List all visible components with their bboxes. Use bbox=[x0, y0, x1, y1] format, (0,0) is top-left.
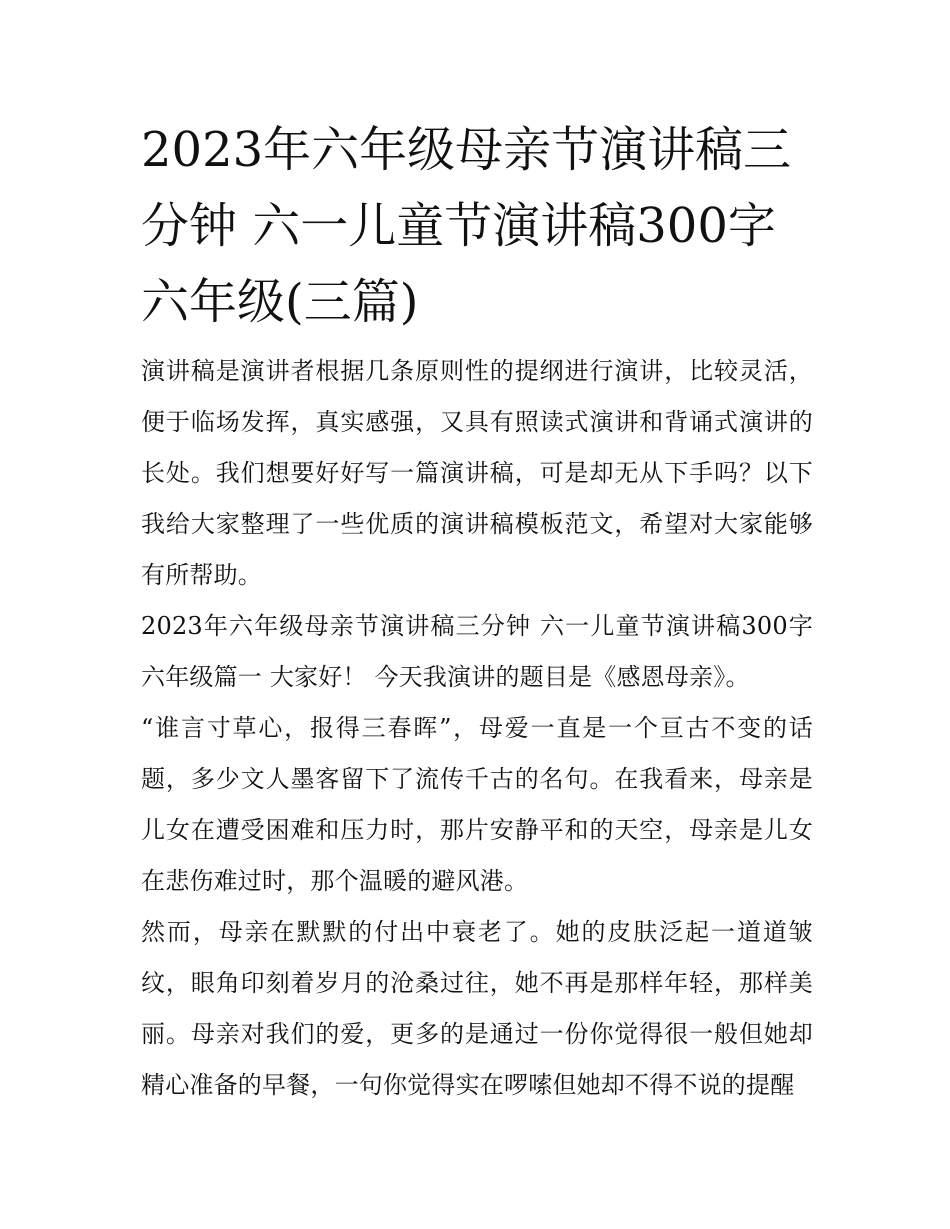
body-paragraph-2: 然而，母亲在默默的付出中衰老了。她的皮肤泛起一道道皱纹，眼角印刻着岁月的沧桑过往，她不再是那样年轻，那样美丽。母亲对我们的爱，更多的是通过一份你觉得很一般但她却精心准备的早餐，一句你觉得实在啰嗦但她却不得不说的提醒 bbox=[141, 918, 813, 1099]
intro-paragraph: 演讲稿是演讲者根据几条原则性的提纲进行演讲，比较灵活，便于临场发挥，真实感强，又具有照读式演讲和背诵式演讲的长处。我们想要好好写一篇演讲稿，可是却无从下手吗？以下我给大家整理了一些优质的演讲稿模板范文，希望对大家能够有所帮助。 bbox=[141, 357, 813, 589]
speech-heading-paragraph: 2023年六年级母亲节演讲稿三分钟 六一儿童节演讲稿300字六年级篇一 大家好！ 今天我演讲的题目是《感恩母亲》。 bbox=[141, 612, 813, 691]
document-page bbox=[141, 112, 813, 1111]
body-paragraph-1: “谁言寸草心，报得三春晖”，母爱一直是一个亘古不变的话题，多少文人墨客留下了流传千古的名句。在我看来，母亲是儿女在遭受困难和压力时，那片安静平和的天空，母亲是儿女在悲伤难过时，那个温暖的避风港。 bbox=[141, 714, 813, 895]
document-title: 2023年六年级母亲节演讲稿三分钟 六一儿童节演讲稿300字六年级(三篇) bbox=[141, 122, 792, 330]
